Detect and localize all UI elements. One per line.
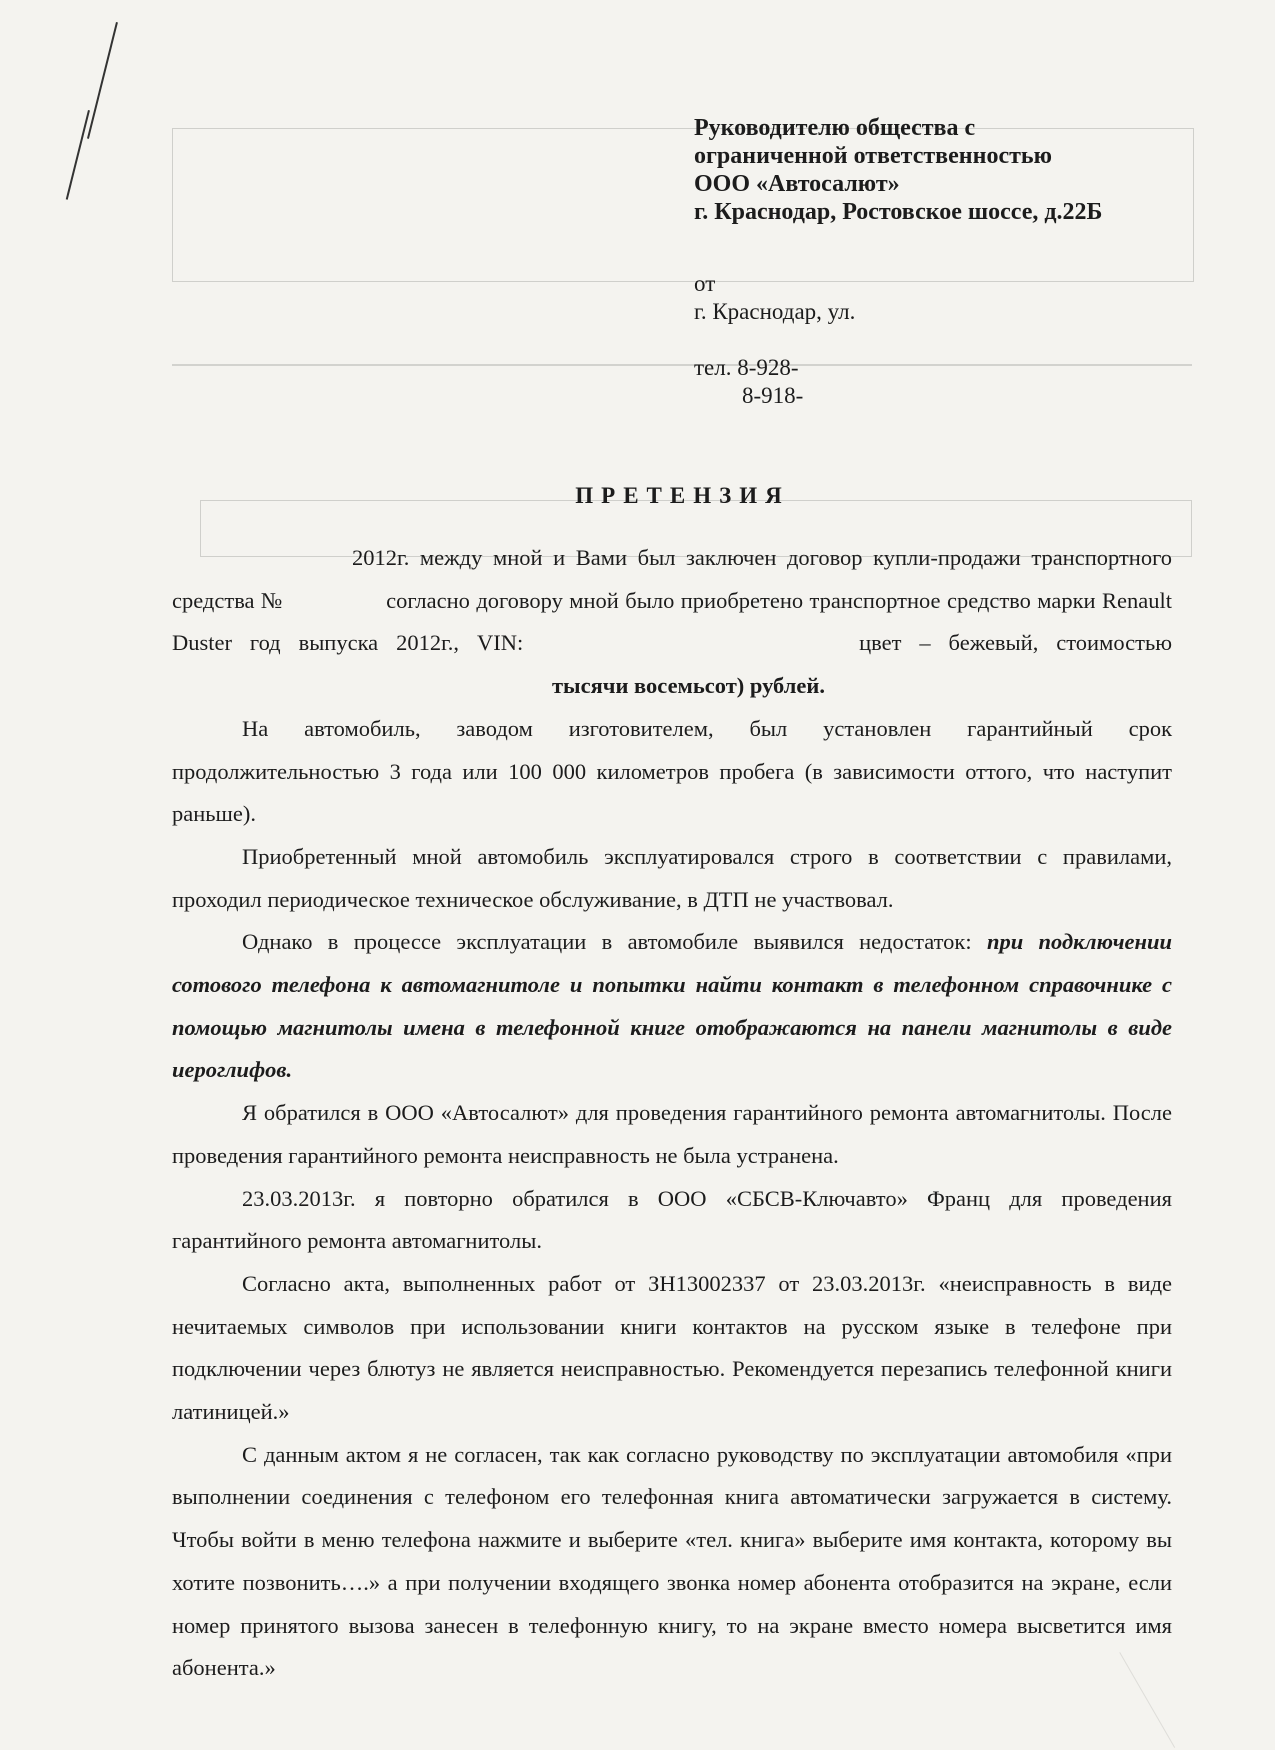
- paragraph: Приобретенный мной автомобиль эксплуатировался строго в соответствии с правилами, проходил периодическое техническое обслуживание, в ДТП не участвовал.: [172, 843, 1172, 912]
- pen-mark: [87, 22, 118, 139]
- paragraph: Согласно акта, выполненных работ от ЗН13002337 от 23.03.2013г. «неисправность в виде нечитаемых символов при использовании книги контактов на русском языке в телефоне при подключении через блютуз не является неисправностью. Рекомендуется перезапись телефонной книги латиницей.»: [172, 1270, 1172, 1425]
- addressee-line: ООО «Автосалют»: [694, 171, 900, 197]
- document-title: ПРЕТЕНЗИЯ: [575, 483, 790, 508]
- text-run: цвет – бежевый, стоимостью: [859, 630, 1173, 656]
- addressee-block: [694, 114, 1214, 226]
- defect-description: при подключении сотового телефона к автомагнитоле и попытки найти контакт в телефонном справочнике с помощью магнитолы имена в телефонной книге отображаются на панели магнитолы в виде иероглифов.: [172, 929, 1173, 1083]
- sender-block: [694, 270, 855, 410]
- text-run: 2012г. между мной и Вами был заключен договор купли-продажи транспортного средства №: [172, 545, 1172, 613]
- text-run: согласно договору мной было приобретено транспортное средство марки Renault Duster год выпуска 2012г., VIN:: [172, 587, 1173, 656]
- bleed-through-rule: [172, 364, 1192, 366]
- paragraph: [172, 921, 1172, 1092]
- addressee-line: Руководителю общества с: [694, 115, 976, 141]
- paragraph: [172, 537, 1172, 708]
- pen-mark: [66, 110, 90, 200]
- text-run: тысячи восемьсот) рублей.: [552, 673, 825, 699]
- paragraph: На автомобиль, заводом изготовителем, был установлен гарантийный срок продолжительностью 3 года или 100 000 километров пробега (в зависимости оттого, что наступит раньше).: [172, 715, 1172, 827]
- addressee-line: ограниченной ответственностью: [694, 143, 1052, 169]
- spacer: [694, 326, 855, 354]
- paragraph: С данным актом я не согласен, так как согласно руководству по эксплуатации автомобиля «при выполнении соединения с телефоном его телефонная книга автоматически загружается в систему. Чтобы войти в меню телефона нажмите и выберите «тел. книга» выберите имя контакта, которому вы хотите позвонить….» а при получении входящего звонка номер абонента отобразится на экране, если номер принятого вызова занесен в телефонную книгу, то на экране вместо номера высветится имя абонента.»: [172, 1441, 1172, 1681]
- paragraph: 23.03.2013г. я повторно обратился в ООО «СБСВ-Ключавто» Франц для проведения гарантийного ремонта автомагнитолы.: [172, 1185, 1172, 1254]
- sender-from: от: [694, 271, 716, 296]
- document-body: [172, 537, 1172, 1690]
- sender-address: г. Краснодар, ул.: [694, 299, 856, 324]
- sender-phone: тел. 8-928-: [694, 355, 799, 380]
- text-run: Однако в процессе эксплуатации в автомобиле выявился недостаток:: [242, 929, 972, 955]
- addressee-line: г. Краснодар, Ростовское шоссе, д.22Б: [694, 199, 1103, 225]
- sender-phone: 8-918-: [742, 383, 804, 408]
- paragraph: Я обратился в ООО «Автосалют» для проведения гарантийного ремонта автомагнитолы. После проведения гарантийного ремонта неисправность не была устранена.: [172, 1100, 1172, 1168]
